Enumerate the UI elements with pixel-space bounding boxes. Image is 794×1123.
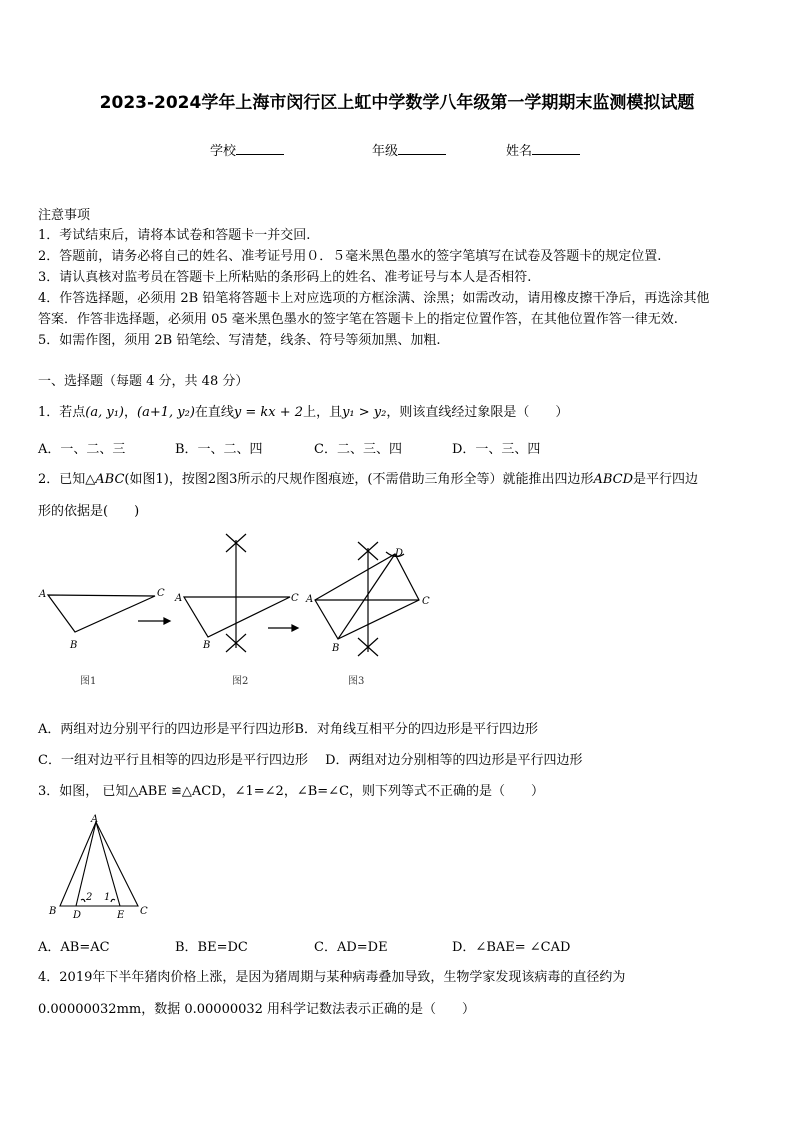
q3-label-1: 1 bbox=[104, 892, 111, 903]
q3-label-b: B bbox=[49, 906, 57, 917]
arrowhead-1 bbox=[164, 618, 170, 624]
fig2-caption: 图2 bbox=[232, 676, 249, 687]
fig3-caption: 图3 bbox=[348, 676, 365, 687]
q3-label-d: D bbox=[73, 910, 82, 921]
q3-figure bbox=[40, 812, 170, 924]
school-blank bbox=[236, 142, 284, 155]
fig2-triangle bbox=[184, 597, 290, 637]
fig3-diagonal-bd bbox=[338, 554, 395, 639]
fig2-label-a: A bbox=[175, 593, 183, 604]
q3-option-d: D．∠BAE= ∠CAD bbox=[452, 940, 571, 955]
q3-option-c: C．AD=DE bbox=[314, 940, 388, 955]
arrowhead-2 bbox=[292, 625, 298, 631]
fig2-label-b: B bbox=[203, 640, 211, 651]
grade-blank bbox=[398, 142, 446, 155]
question-4-line-1: 4．2019年下半年猪肉价格上涨，是因为猪周期与某种病毒叠加导致，生物学家发现该病毒的直径约为 bbox=[38, 970, 626, 985]
q1-option-c: C．二、三、四 bbox=[314, 442, 402, 457]
q3-label-a: A bbox=[91, 814, 99, 825]
page-title: 2023-2024学年上海市闵行区上虹中学数学八年级第一学期期末监测模拟试题 bbox=[99, 93, 695, 113]
q1-option-a: A．一、二、三 bbox=[38, 442, 126, 457]
name-blank bbox=[532, 142, 580, 155]
angle-1-arc bbox=[111, 899, 115, 902]
question-4-line-2: 0.00000032mm，数据 0.00000032 用科学记数法表示正确的是（ ） bbox=[38, 1002, 476, 1017]
note-item: 3．请认真核对监考员在答题卡上所粘贴的条形码上的姓名、准考证号与本人是否相符. bbox=[38, 270, 532, 285]
school-field: 学校 bbox=[210, 140, 284, 159]
fig2-label-c: C bbox=[291, 593, 299, 604]
q2-options-line-2: C．一组对边平行且相等的四边形是平行四边形 D．两组对边分别相等的四边形是平行四边形 bbox=[38, 753, 583, 768]
section-heading: 一、选择题（每题 4 分，共 48 分） bbox=[38, 374, 249, 389]
fig1-label-a: A bbox=[39, 589, 47, 600]
point-2: (a+1, y₂) bbox=[137, 405, 195, 420]
q1-option-d: D．一、三、四 bbox=[452, 442, 541, 457]
fig1-label-c: C bbox=[157, 588, 165, 599]
angle-2-arc bbox=[81, 899, 85, 902]
q3-label-e: E bbox=[117, 910, 125, 921]
q3-label-2: 2 bbox=[86, 892, 93, 903]
note-item: 答案．作答非选择题，必须用 05 毫米黑色墨水的签字笔在答题卡上的指定位置作答，在其他位置作答一律无效. bbox=[38, 312, 678, 327]
grade-field: 年级 bbox=[372, 140, 446, 159]
q2-figures bbox=[30, 530, 450, 690]
question-2-line-2: 形的依据是( ) bbox=[38, 504, 140, 519]
fig3-label-d: D bbox=[395, 548, 404, 559]
fig3-label-c: C bbox=[422, 596, 430, 607]
fig3-label-b: B bbox=[332, 643, 340, 654]
inequality: y₁ > y₂ bbox=[342, 405, 387, 420]
point-1: (a, y₁) bbox=[85, 405, 124, 420]
note-item: 2．答题前，请务必将自己的姓名、准考证号用０．５毫米黑色墨水的签字笔填写在试卷及答题卡的规定位置. bbox=[38, 249, 662, 264]
notes-heading: 注意事项 bbox=[38, 208, 91, 223]
question-1: 1．若点(a, y₁)，(a+1, y₂)在直线y = kx + 2上，且y₁ > y₂，则该直线经过象限是（ ） bbox=[38, 405, 569, 420]
line-equation: y = kx + 2 bbox=[233, 405, 304, 420]
q3-triangle bbox=[60, 822, 138, 906]
question-2-line-1: 2．已知△ABC(如图1)，按图2图3所示的尺规作图痕迹，(不需借助三角形全等）就能推出四边形ABCD是平行四边 bbox=[38, 472, 699, 487]
q1-option-b: B．一、二、四 bbox=[175, 442, 263, 457]
name-field: 姓名 bbox=[506, 140, 580, 159]
q3-label-c: C bbox=[140, 906, 148, 917]
fig1-label-b: B bbox=[70, 640, 78, 651]
question-3: 3．如图， 已知△ABE ≌△ACD，∠1=∠2，∠B=∠C，则下列等式不正确的是（ ） bbox=[38, 784, 545, 799]
note-item: 1．考试结束后，请将本试卷和答题卡一并交回. bbox=[38, 228, 311, 243]
q3-option-a: A．AB=AC bbox=[38, 940, 110, 955]
fig3-label-a: A bbox=[306, 594, 314, 605]
fig1-triangle bbox=[48, 595, 155, 632]
q3-option-b: B．BE=DC bbox=[175, 940, 248, 955]
note-item: 4．作答选择题，必须用 2B 铅笔将答题卡上对应选项的方框涂满、涂黑；如需改动，请用橡皮擦干净后，再选涂其他 bbox=[38, 291, 710, 306]
fig1-caption: 图1 bbox=[80, 676, 97, 687]
q2-options-line-1: A．两组对边分别平行的四边形是平行四边形B．对角线互相平分的四边形是平行四边形 bbox=[38, 722, 538, 737]
note-item: 5．如需作图，须用 2B 铅笔绘、写清楚，线条、符号等须加黑、加粗. bbox=[38, 333, 441, 348]
